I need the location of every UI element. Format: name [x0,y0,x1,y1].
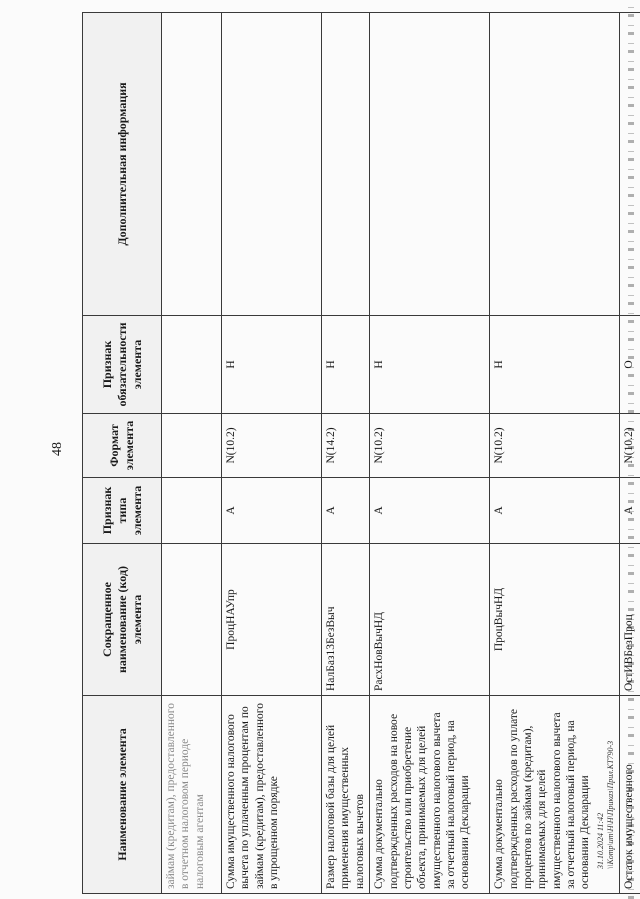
cell-name: Сумма документально подтвержденных расходов на новое строительство или приобретение объекта, принимаемых для целей имущественного налогового вычета за отчетный налоговый период, на основании Декларации [370,696,490,894]
cell-type: А [490,478,620,544]
header-element-required: Признак обязательности элемента [83,316,162,414]
cell-code [162,544,222,696]
cell-code: НалБаз13БезВыч [322,544,370,696]
table-row [222,13,322,894]
cell-format: N(10.2) [620,414,640,478]
cell-required: Н [222,316,322,414]
cell-required: Н [322,316,370,414]
cell-type: А [370,478,490,544]
cell-required [162,316,222,414]
cell-required: О [620,316,640,414]
footer-timestamp: 31.10.2024 11:42 [596,812,605,869]
cell-info [322,13,370,316]
footer-filepath: \\Komp\um\Н\Н\Приказ\Прил.КТ790-3 [606,740,616,869]
page-number: 48 [50,442,65,456]
header-element-code: Сокращенное наименование (код) элемента [83,544,162,696]
cell-code: ПроцВычНД [490,544,620,696]
cell-format: N(14.2) [322,414,370,478]
cell-name: займам (кредитам), предоставленного в отчетном налоговом периоде налоговым агентам [162,696,222,894]
cell-format: N(10.2) [490,414,620,478]
cell-type [162,478,222,544]
print-footer [596,741,617,869]
cell-name: Сумма документально подтвержденных расходов по уплате процентов по займам (кредитам), принимаемых для целей имущественного налогового вычета за отчетный налоговый период, на основании Декларации [490,696,620,894]
cell-format [162,414,222,478]
cell-code: ОстИВБезПроц [620,544,640,696]
table-header-row [83,13,162,894]
cell-format: N(10.2) [370,414,490,478]
header-element-name: Наименование элемента [83,696,162,894]
table-row [162,13,222,894]
cell-name: Размер налоговой базы для целей применения имущественных налоговых вычетов [322,696,370,894]
scan-edge-artifact [628,0,634,899]
cell-type: А [620,478,640,544]
cell-type: А [222,478,322,544]
cell-info [370,13,490,316]
cell-type: А [322,478,370,544]
cell-info [162,13,222,316]
cell-code: РасхНовВычНД [370,544,490,696]
cell-code: ПроцНАУпр [222,544,322,696]
header-element-type: Признак типа элемента [83,478,162,544]
table-row [322,13,370,894]
header-additional-info: Дополнительная информация [83,13,162,316]
table-row [370,13,490,894]
cell-required: Н [490,316,620,414]
cell-name: Сумма имущественного налогового вычета по уплаченным процентам по займам (кредитам), предоставленного в упрощенном порядке [222,696,322,894]
cell-name: Остаток имущественного [620,696,640,894]
elements-table [82,12,640,894]
cell-info [222,13,322,316]
header-element-format: Формат элемента [83,414,162,478]
cell-format: N(10.2) [222,414,322,478]
cell-required: Н [370,316,490,414]
cell-info [490,13,620,316]
